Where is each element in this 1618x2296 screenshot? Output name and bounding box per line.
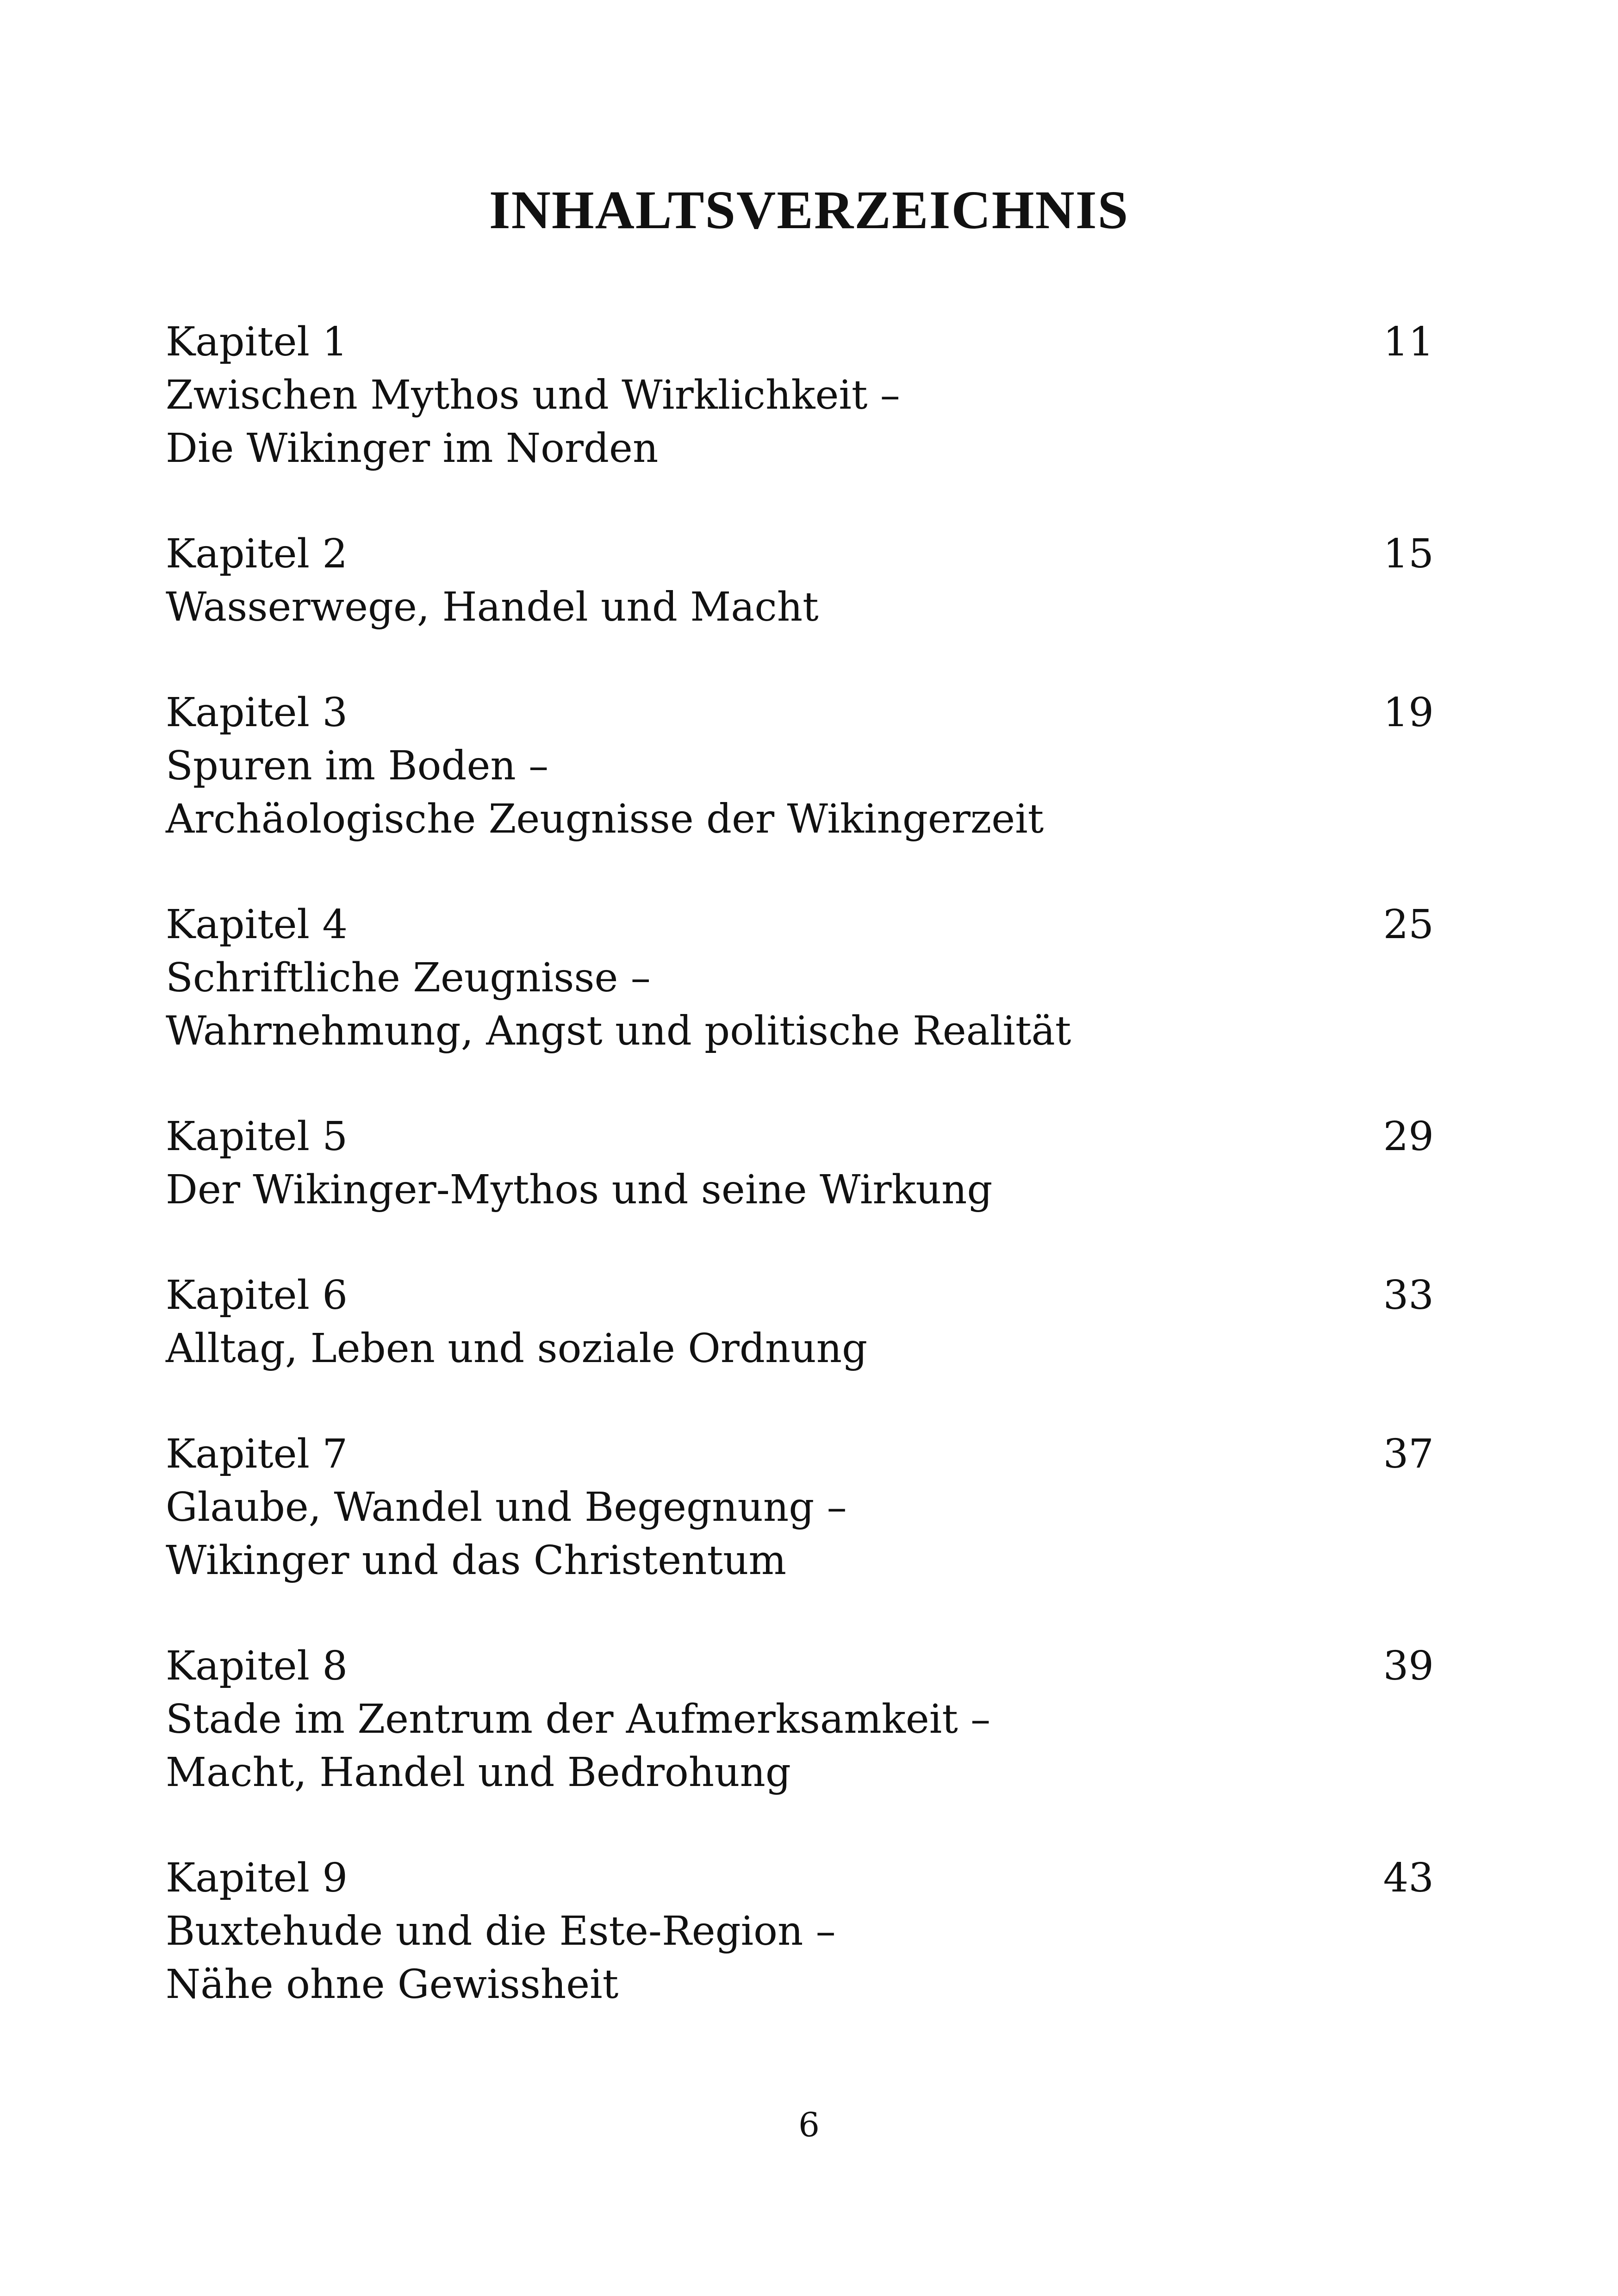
chapter-title-line: Schriftliche Zeugnisse – bbox=[166, 955, 651, 1001]
chapter-page-number: 37 bbox=[1383, 1431, 1434, 1477]
toc-entry-chapter-7[interactable] bbox=[166, 1428, 1434, 1587]
chapter-page-number: 25 bbox=[1383, 902, 1434, 948]
chapter-subtitle-line: Nähe ohne Gewissheit bbox=[166, 1961, 619, 2008]
chapter-title-line: Zwischen Mythos und Wirklichkeit – bbox=[166, 372, 900, 418]
chapter-page-number: 43 bbox=[1383, 1855, 1434, 1901]
chapter-label: Kapitel 2 bbox=[166, 531, 348, 577]
toc-entry-chapter-4[interactable] bbox=[166, 898, 1434, 1058]
toc-entry-chapter-3[interactable] bbox=[166, 686, 1434, 846]
toc-entry-chapter-2[interactable] bbox=[166, 528, 1434, 634]
chapter-title-line: Spuren im Boden – bbox=[166, 743, 549, 789]
chapter-label: Kapitel 3 bbox=[166, 690, 348, 736]
chapter-title-line: Glaube, Wandel und Begegnung – bbox=[166, 1484, 847, 1531]
chapter-title-line: Stade im Zentrum der Aufmerksamkeit – bbox=[166, 1696, 991, 1742]
chapter-page-number: 33 bbox=[1383, 1272, 1434, 1319]
toc-entry-chapter-5[interactable] bbox=[166, 1110, 1434, 1217]
chapter-subtitle-line: Macht, Handel und Bedrohung bbox=[166, 1749, 791, 1796]
toc-entry-chapter-8[interactable] bbox=[166, 1640, 1434, 1799]
chapter-subtitle-line: Archäologische Zeugnisse der Wikingerzeit bbox=[166, 796, 1044, 842]
chapter-title-line: Der Wikinger-Mythos und seine Wirkung bbox=[166, 1167, 993, 1213]
toc-entry-chapter-9[interactable] bbox=[166, 1852, 1434, 2011]
chapter-title-line: Alltag, Leben und soziale Ordnung bbox=[166, 1325, 868, 1372]
chapter-page-number: 15 bbox=[1383, 531, 1434, 577]
page-number: 6 bbox=[798, 2105, 820, 2144]
chapter-label: Kapitel 6 bbox=[166, 1272, 348, 1319]
page-title: INHALTSVERZEICHNIS bbox=[489, 180, 1129, 240]
chapter-page-number: 11 bbox=[1383, 319, 1434, 365]
chapter-page-number: 19 bbox=[1383, 690, 1434, 736]
chapter-page-number: 29 bbox=[1383, 1114, 1434, 1160]
chapter-title-line: Wasserwege, Handel und Macht bbox=[166, 584, 819, 630]
chapter-label: Kapitel 5 bbox=[166, 1114, 348, 1160]
toc-entry-chapter-6[interactable] bbox=[166, 1269, 1434, 1375]
toc-entry-chapter-1[interactable] bbox=[166, 316, 1434, 475]
chapter-label: Kapitel 4 bbox=[166, 902, 348, 948]
chapter-title-line: Buxtehude und die Este-Region – bbox=[166, 1908, 836, 1954]
chapter-label: Kapitel 7 bbox=[166, 1431, 348, 1477]
chapter-subtitle-line: Wikinger und das Christentum bbox=[166, 1537, 787, 1584]
table-of-contents bbox=[166, 316, 1434, 2064]
chapter-label: Kapitel 9 bbox=[166, 1855, 348, 1901]
chapter-page-number: 39 bbox=[1383, 1643, 1434, 1689]
chapter-label: Kapitel 8 bbox=[166, 1643, 348, 1689]
chapter-subtitle-line: Wahrnehmung, Angst und politische Realität bbox=[166, 1008, 1071, 1054]
chapter-subtitle-line: Die Wikinger im Norden bbox=[166, 425, 659, 472]
chapter-label: Kapitel 1 bbox=[166, 319, 348, 365]
